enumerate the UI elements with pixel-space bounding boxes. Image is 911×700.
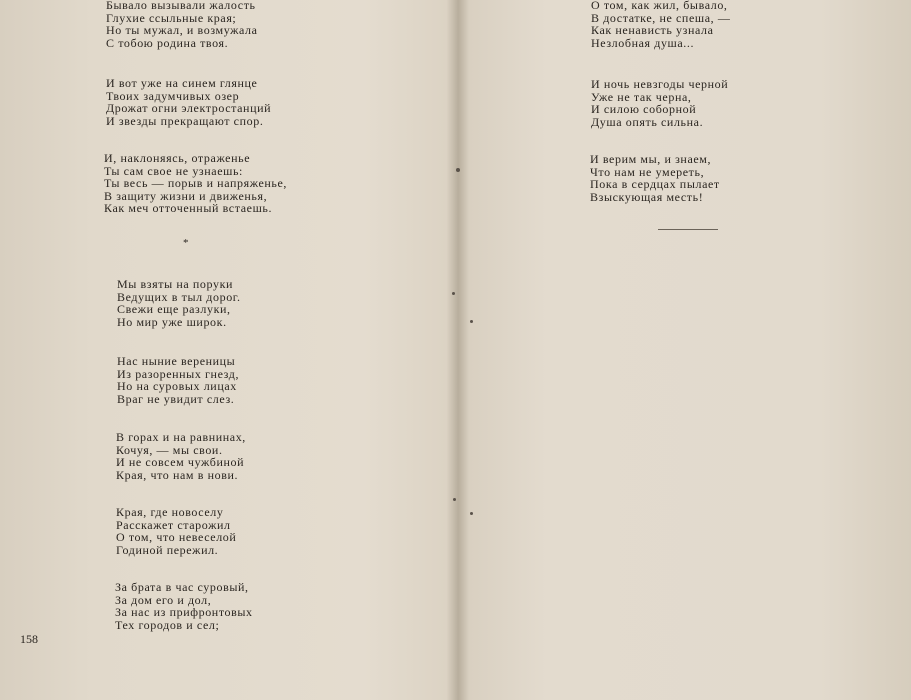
poem-line: Глухие ссыльные края; <box>106 10 237 25</box>
poem-line: И звезды прекращают спор. <box>106 113 264 128</box>
stanza <box>104 152 287 215</box>
page-number: 158 <box>20 632 38 646</box>
poem-line: И ночь невзгоды черной <box>591 77 729 91</box>
stanza <box>591 0 730 49</box>
poem-line: И силою соборной <box>591 102 697 117</box>
poem-line: Тех городов и сел; <box>115 617 220 632</box>
poem-line: Ты сам свое не узнаешь: <box>104 163 243 178</box>
ink-speck <box>452 292 455 295</box>
poem-line: За дом его и дол, <box>115 592 212 607</box>
poem-line: Незлобная душа... <box>591 35 695 50</box>
poem-line: Что нам не умереть, <box>590 164 705 179</box>
poem-line: Но ты мужал, и возмужала <box>106 23 258 38</box>
stanza <box>106 77 271 127</box>
poem-line: Края, что нам в нови. <box>116 467 239 482</box>
poem-line: Края, где новоселу <box>116 505 224 519</box>
poem-line: Но на суровых лицах <box>117 379 237 394</box>
poem-line: И вот уже на синем глянце <box>106 76 258 90</box>
left-page <box>0 0 455 700</box>
poem-line: В защиту жизни и движенья, <box>104 188 268 203</box>
poem-line: О том, что невеселой <box>116 530 237 545</box>
poem-line: За нас из прифронтовых <box>115 605 253 620</box>
stanza <box>116 431 246 481</box>
poem-line: Нас ныние вереницы <box>117 354 236 368</box>
poem-line: Но мир уже широк. <box>117 314 227 329</box>
stanza <box>117 278 241 328</box>
ink-speck <box>470 512 473 515</box>
end-rule <box>658 229 718 230</box>
ink-speck <box>456 168 460 172</box>
poem-line: Враг не увидит слез. <box>117 391 235 406</box>
poem-line: Как ненависть узнала <box>591 23 714 38</box>
poem-line: И не совсем чужбиной <box>116 455 245 470</box>
right-page <box>465 0 911 700</box>
poem-line: Бывало вызывали жалость <box>106 0 256 12</box>
poem-line: Пока в сердцах пылает <box>590 177 720 192</box>
poem-line: Свежи еще разлуки, <box>117 302 231 317</box>
poem-line: Годиной пережил. <box>116 542 219 557</box>
poem-line: И верим мы, и знаем, <box>590 152 712 166</box>
poem-line: Ведущих в тыл дорог. <box>117 289 241 304</box>
ink-speck <box>470 320 473 323</box>
poem-line: Взыскующая месть! <box>590 189 704 204</box>
poem-line: О том, как жил, бывало, <box>591 0 728 12</box>
poem-line: Из разоренных гнезд, <box>117 366 240 381</box>
poem-line: Как меч отточенный встаешь. <box>104 201 273 216</box>
poem-line: Кочуя, — мы свои. <box>116 442 223 457</box>
poem-line: Мы взяты на поруки <box>117 277 234 291</box>
stanza <box>116 506 236 556</box>
poem-line: Ты весь — порыв и напряженье, <box>104 176 287 191</box>
stanza <box>591 78 728 128</box>
ink-speck <box>453 498 456 501</box>
poem-line: Твоих задумчивых озер <box>106 88 240 103</box>
poem-line: Расскажет старожил <box>116 517 231 532</box>
poem-line: Уже не так черна, <box>591 89 692 104</box>
poem-line: За брата в час суровый, <box>115 580 249 594</box>
poem-line: В достатке, не спеша, — <box>591 10 731 25</box>
stanza <box>106 0 258 49</box>
poem-line: Душа опять сильна. <box>591 114 704 129</box>
poem-line: С тобою родина твоя. <box>106 35 229 50</box>
stanza <box>590 153 720 203</box>
poem-line: В горах и на равнинах, <box>116 430 246 444</box>
poem-line: Дрожат огни электростанций <box>106 101 272 116</box>
poem-line: И, наклоняясь, отраженье <box>104 151 251 165</box>
stanza <box>115 581 253 631</box>
stanza <box>117 355 239 405</box>
section-separator: * <box>183 237 189 249</box>
